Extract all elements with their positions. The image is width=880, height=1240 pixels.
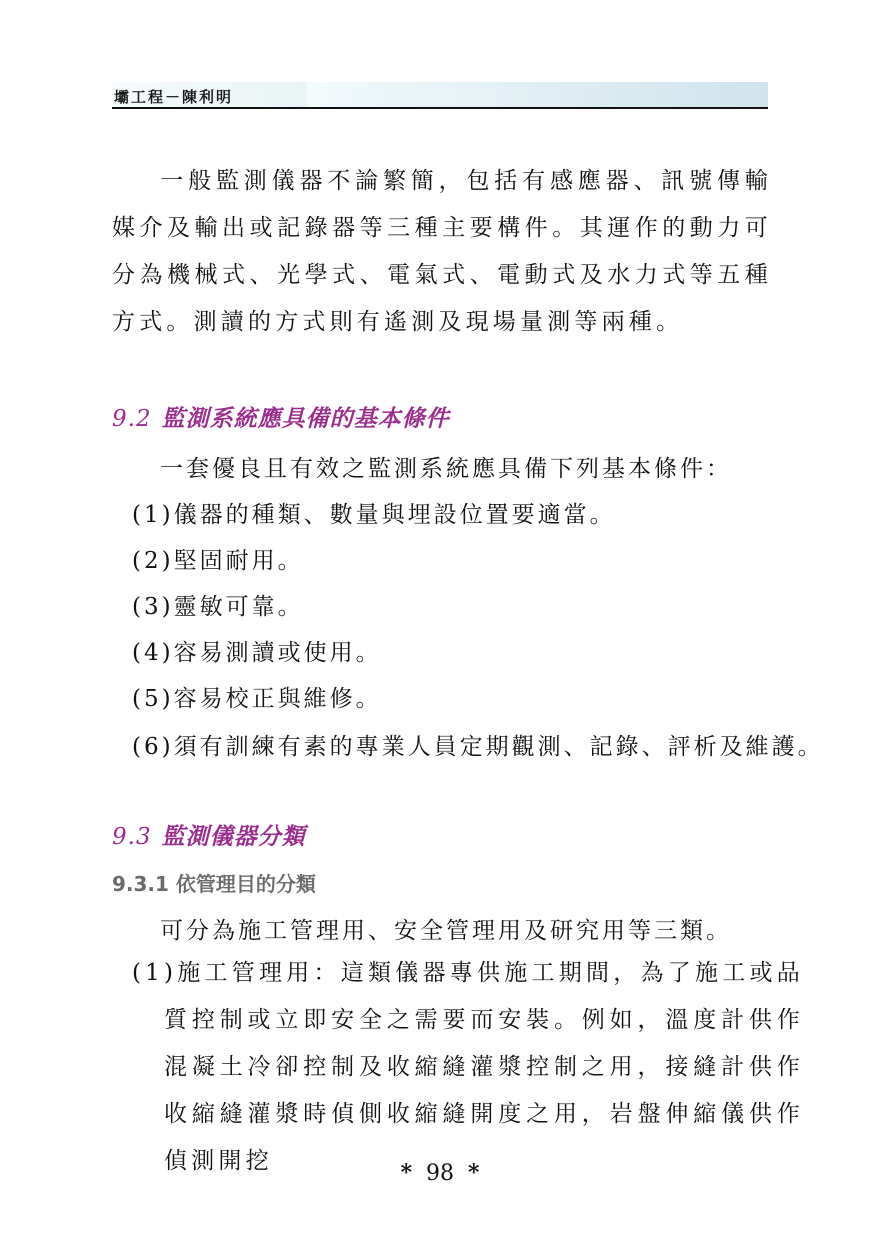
list-item: (6)須有訓練有素的專業人員定期觀測、記錄、評析及維護。 [132, 734, 824, 760]
subsection-heading-9-3-1: 9.3.1 依管理目的分類 [112, 872, 316, 896]
list-item: (4)容易測讀或使用。 [132, 640, 382, 666]
header-rule [112, 107, 768, 109]
page-number: 98 [426, 1161, 454, 1186]
section-heading-9-2 [112, 400, 450, 433]
list-item: (5)容易校正與維修。 [132, 686, 382, 712]
list-item: (3)靈敏可靠。 [132, 594, 304, 620]
section-number: 9.3 [112, 824, 152, 850]
list-item-construction: (1)施工管理用：這類儀器專供施工期間，為了施工或品質控制或立即安全之需要而安裝。例如，溫度計供作混凝土冷卻控制及收縮縫灌漿控制之用，接縫計供作收縮縫灌漿時偵側收縮縫開度之用，岩盤伸縮儀供作偵測開挖 [132, 960, 804, 1174]
section-heading-9-3 [112, 818, 306, 851]
intro-paragraph: 一般監測儀器不論繁簡，包括有感應器、訊號傳輸媒介及輸出或記錄器等三種主要構件。其運作的動力可分為機械式、光學式、電氣式、電動式及水力式等五種方式。測讀的方式則有遙測及現場量測等兩種。 [112, 168, 772, 335]
section-lead: 可分為施工管理用、安全管理用及研究用等三類。 [160, 918, 732, 944]
running-header-title: 壩工程－陳利明 [114, 88, 234, 106]
section-title: 監測系統應具備的基本條件 [161, 406, 450, 432]
list-item: (1)儀器的種類、數量與埋設位置要適當。 [132, 502, 616, 528]
footer-star-icon: * [400, 1160, 412, 1186]
footer-star-icon: * [468, 1160, 480, 1186]
page-footer [0, 1160, 880, 1186]
list-item: (2)堅固耐用。 [132, 548, 304, 574]
section-lead: 一套優良且有效之監測系統應具備下列基本條件： [160, 456, 732, 482]
section-number: 9.2 [112, 406, 152, 432]
section-title: 監測儀器分類 [161, 824, 306, 850]
